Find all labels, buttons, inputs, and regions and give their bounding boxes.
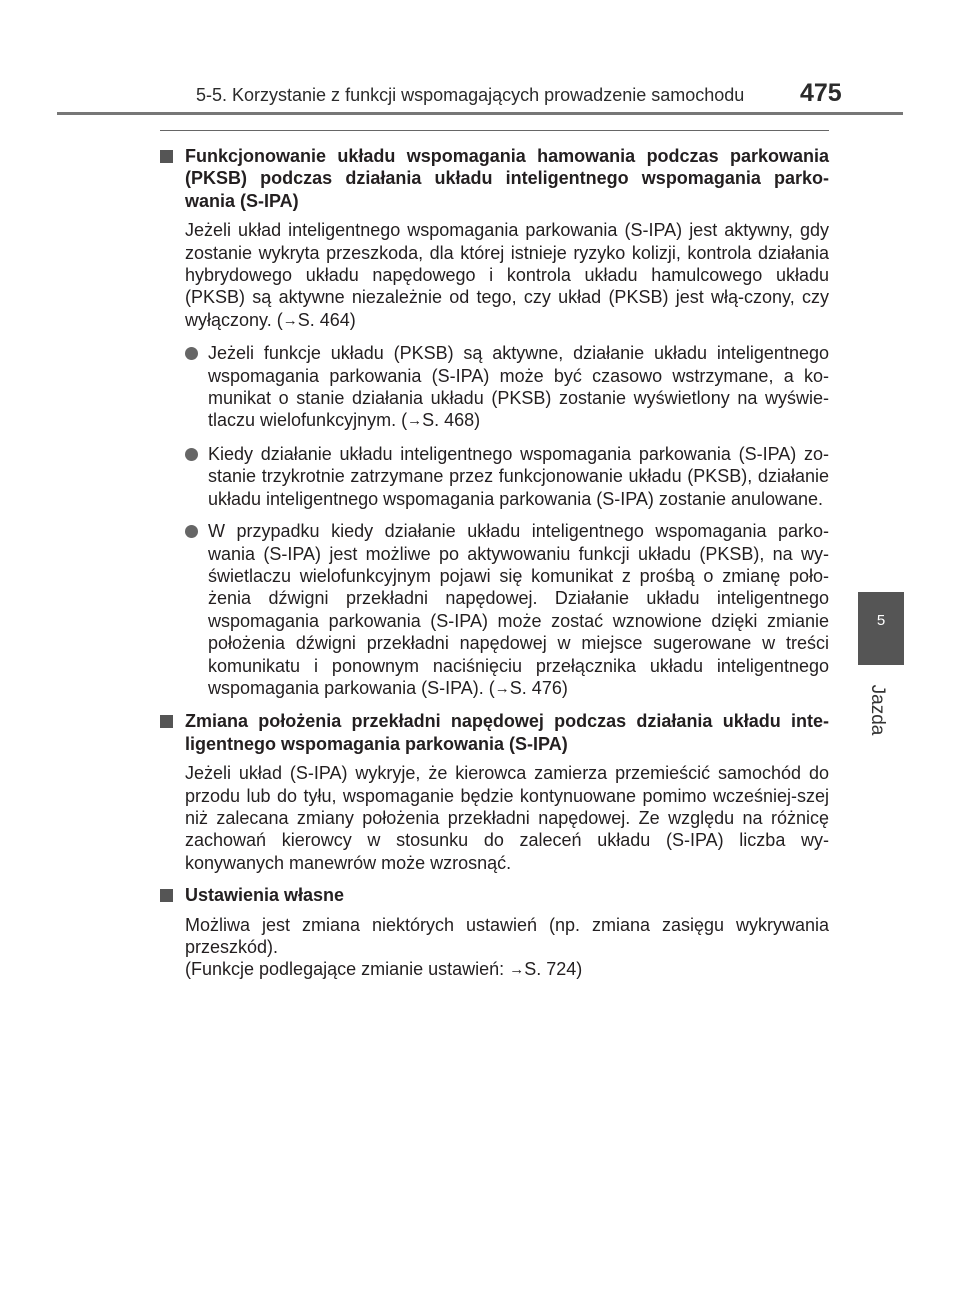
section-gear-change xyxy=(160,710,829,874)
section-heading xyxy=(160,710,829,755)
section-heading-text: Zmiana położenia przekładni napędowej podczas działania układu inte-ligentnego wspomagania parkowania (S-IPA) xyxy=(185,711,829,754)
header-divider xyxy=(57,112,903,115)
section-custom-settings xyxy=(160,884,829,982)
square-bullet-icon xyxy=(160,715,173,728)
list-item-text: Jeżeli funkcje układu (PKSB) są aktywne, działanie układu inteligentnego wspomagania parkowania (S-IPA) może być czasowo wstrzymane, a ko-munikat o stanie działania układu (PKSB) zostanie wyświetlony na wyświe-tlaczu wielofunkcyjnym. ( xyxy=(208,343,829,431)
page-header xyxy=(0,0,960,116)
square-bullet-icon xyxy=(160,889,173,902)
page-reference-link[interactable]: S. 464) xyxy=(297,309,356,330)
chapter-label-text: Jazda xyxy=(867,684,888,736)
circle-bullet-icon xyxy=(185,347,198,360)
page-reference-link[interactable]: S. 724) xyxy=(524,959,583,980)
square-bullet-icon xyxy=(160,150,173,163)
chapter-tab xyxy=(858,592,904,665)
section-heading xyxy=(160,884,829,906)
body-text: Możliwa jest zmiana niektórych ustawień (np. zmiana zasięgu wykrywania przeszkód). xyxy=(185,914,829,957)
list-item-text: W przypadku kiedy działanie układu inteligentnego wspomagania parko-wania (S-IPA) jest możliwe po aktywowaniu funkcji układu (PKSB), na wy-świetlaczu wielofunkcyjnym pojawi się komunikat z prośbą o zmianę poło-żenia dźwigni przekładni napędowej. Działanie układu inteligentnego wspomagania parkowania (S-IPA) może zostać wznowione dzięki zmianie położenia dźwigni przekładni napędowej w miejsce sugerowane w treści komunikatu i ponownym naciśnięciu przełącznika układu inteligentnego wspomagania parkowania (S-IPA). ( xyxy=(208,521,829,698)
header-title: 5-5. Korzystanie z funkcji wspomagających prowadzenie samochodu xyxy=(196,85,745,105)
list-item-text: Kiedy działanie układu inteligentnego wspomagania parkowania (S-IPA) zo-stanie trzykrotnie zatrzymane przez funkcjonowanie układu (PKSB), działanie układu inteligentnego wspomagania parkowania (S-IPA) zostanie anulowane. xyxy=(208,443,829,509)
chapter-number: 5 xyxy=(876,612,886,629)
arrow-icon: → xyxy=(494,679,510,697)
section-body: Jeżeli układ (S-IPA) wykryje, że kierowca zamierza przemieścić samochód do przodu lub do tyłu, wspomaganie będzie kontynuowane pomimo wcześniej-szej niż zalecana zmiany położenia przekładni napędowej. Ze względu na różnicę zachowań kierowcy w stosunku do zaleceń układu (S-IPA) liczba wy-konywanych manewrów może wzrosnąć. xyxy=(185,763,829,873)
circle-bullet-icon xyxy=(185,525,198,538)
body-text: (Funkcje podlegające zmianie ustawień: xyxy=(185,959,510,980)
arrow-icon: → xyxy=(407,412,423,430)
section-heading-text: Ustawienia własne xyxy=(185,885,345,906)
list-item xyxy=(160,443,829,510)
page-reference-link[interactable]: S. 476) xyxy=(509,677,568,698)
page-number: 475 xyxy=(800,79,842,107)
body-text: Jeżeli układ inteligentnego wspomagania parkowania (S-IPA) jest aktywny, gdy zostanie wykryta przeszkoda, dla której istnieje ryzyko kolizji, kontrola działania hybrydowego układu napędowego i kontrola układu hamulcowego układu (PKSB) są aktywne niezależnie od tego, czy układ (PKSB) jest włą-czony, czy wyłączony. ( xyxy=(185,220,829,330)
page-reference-link[interactable]: S. 468) xyxy=(422,410,481,431)
chapter-label xyxy=(868,675,892,745)
list-item xyxy=(160,520,829,700)
arrow-icon: → xyxy=(282,311,298,329)
section-body xyxy=(185,219,829,332)
section-heading xyxy=(160,145,829,212)
circle-bullet-icon xyxy=(185,448,198,461)
section-heading-text: Funkcjonowanie układu wspomagania hamowania podczas parkowania (PKSB) podczas działania układu inteligentnego wspomagania parko-wania (S-IPA) xyxy=(185,146,829,211)
section-body xyxy=(185,914,829,959)
section-body-note xyxy=(185,958,829,981)
arrow-icon: → xyxy=(509,961,525,979)
section-pksb xyxy=(160,145,829,700)
content-divider xyxy=(160,130,829,131)
page-content xyxy=(160,130,829,992)
list-item xyxy=(160,342,829,433)
